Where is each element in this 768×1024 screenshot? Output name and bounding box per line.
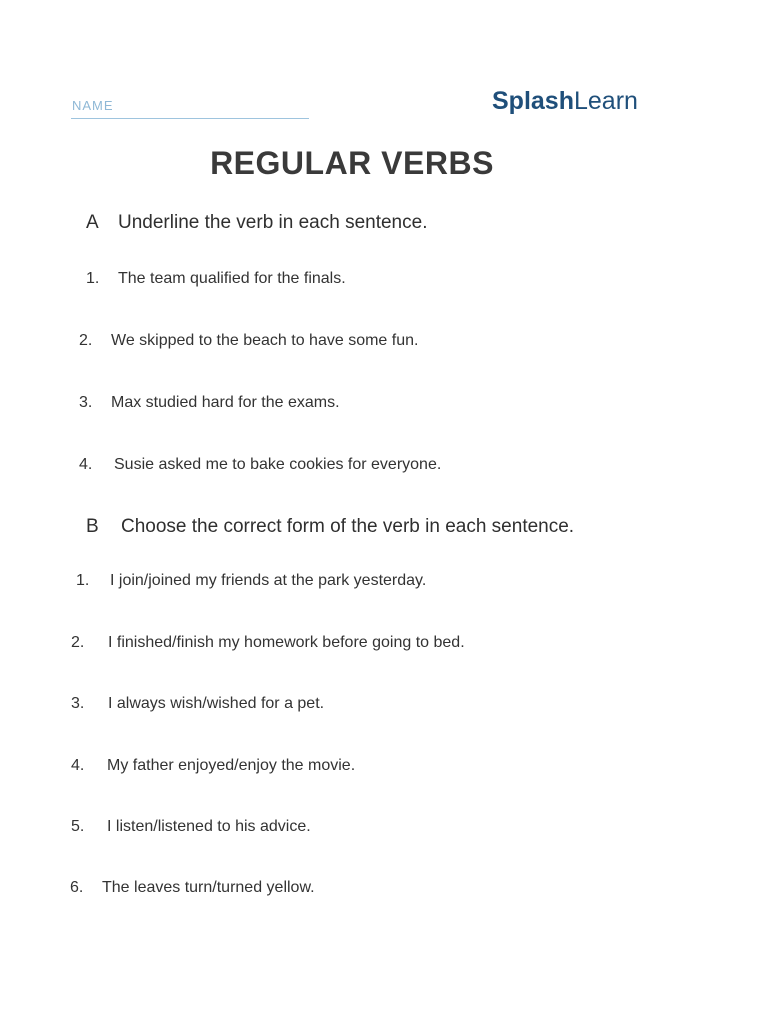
item-number: 5. bbox=[71, 818, 85, 835]
section-a-item-4 bbox=[79, 456, 441, 474]
item-sentence: I always wish/wished for a pet. bbox=[108, 695, 325, 712]
item-number: 3. bbox=[79, 394, 93, 411]
name-line bbox=[71, 118, 309, 119]
item-number: 1. bbox=[86, 270, 100, 287]
item-sentence: The team qualified for the finals. bbox=[118, 270, 346, 287]
item-sentence: Max studied hard for the exams. bbox=[111, 394, 340, 411]
item-number: 2. bbox=[79, 332, 93, 349]
item-number: 6. bbox=[70, 879, 84, 896]
section-a-item-2 bbox=[79, 332, 418, 350]
section-a-item-1 bbox=[86, 270, 346, 288]
page-title: REGULAR VERBS bbox=[210, 145, 494, 181]
section-b-item-2 bbox=[71, 634, 465, 652]
section-b-item-6 bbox=[70, 879, 315, 897]
section-b-item-1 bbox=[76, 572, 426, 590]
item-sentence: Susie asked me to bake cookies for everyone. bbox=[114, 456, 442, 473]
item-sentence: My father enjoyed/enjoy the movie. bbox=[107, 757, 356, 774]
item-sentence: The leaves turn/turned yellow. bbox=[102, 879, 315, 896]
item-number: 1. bbox=[76, 572, 90, 589]
item-number: 3. bbox=[71, 695, 85, 712]
section-b-letter: B bbox=[86, 516, 99, 537]
item-sentence: I join/joined my friends at the park yesterday. bbox=[110, 572, 427, 589]
section-a-heading bbox=[86, 212, 427, 234]
logo-part-splash: Splash bbox=[492, 87, 574, 115]
item-sentence: We skipped to the beach to have some fun. bbox=[111, 332, 419, 349]
section-a-letter: A bbox=[86, 212, 99, 233]
splashlearn-logo bbox=[492, 87, 638, 116]
section-a-item-3 bbox=[79, 394, 340, 412]
logo-part-learn: Learn bbox=[573, 87, 638, 115]
section-b-item-4 bbox=[71, 757, 355, 775]
section-b-item-5 bbox=[71, 818, 311, 836]
name-label: NAME bbox=[72, 98, 114, 113]
item-number: 4. bbox=[71, 757, 85, 774]
item-sentence: I finished/finish my homework before going to bed. bbox=[108, 634, 465, 651]
item-number: 2. bbox=[71, 634, 85, 651]
section-a-instruction: Underline the verb in each sentence. bbox=[118, 212, 428, 233]
item-sentence: I listen/listened to his advice. bbox=[107, 818, 311, 835]
section-b-heading bbox=[86, 516, 574, 538]
section-b-item-3 bbox=[71, 695, 324, 713]
item-number: 4. bbox=[79, 456, 93, 473]
section-b-instruction: Choose the correct form of the verb in each sentence. bbox=[121, 516, 575, 537]
